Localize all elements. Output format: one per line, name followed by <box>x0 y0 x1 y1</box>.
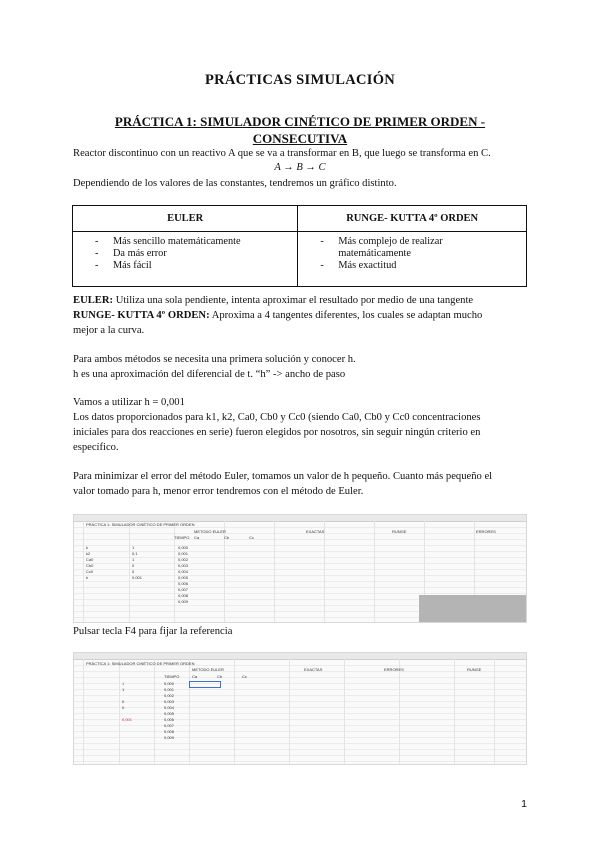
grid-line <box>344 659 345 764</box>
minimize-text-2: valor tomado para h, menor error tendremos con el método de Euler. <box>73 486 364 497</box>
grid-line <box>74 551 526 552</box>
f4-caption: Pulsar tecla F4 para fijar la referencia <box>73 626 233 637</box>
sheet-header: METODO EULER <box>194 529 226 534</box>
runge-kutta-description <box>73 310 482 321</box>
practice-title-line-1: PRÁCTICA 1: SIMULADOR CINÉTICO DE PRIMER ORDEN - <box>114 114 486 129</box>
runge-kutta-column-header: RUNGE- KUTTA 4º ORDEN <box>298 206 527 232</box>
data-text-2: iniciales para dos reacciones en serie) fueron elegidos por nosotros, sin seguir ningún criterio en <box>73 427 481 438</box>
data-text-3: específico. <box>73 442 119 453</box>
sheet-time-value: 0,007 <box>164 723 175 728</box>
data-text-1: Los datos proporcionados para k1, k2, Ca0, Cb0 y Cc0 (siendo Ca0, Cb0 y Cc0 concentraciones <box>73 412 481 423</box>
grid-line <box>189 659 190 764</box>
euler-feature-item: - Más fácil <box>73 260 297 272</box>
spreadsheet-screenshot-1 <box>73 514 527 623</box>
sheet-header: Ca <box>192 674 198 679</box>
grid-line <box>129 521 130 622</box>
grid-line <box>74 707 526 708</box>
sheet-time-value: 0,003 <box>164 699 175 704</box>
grid-line <box>74 725 526 726</box>
grid-line <box>289 659 290 764</box>
spreadsheet-screenshot-2 <box>73 652 527 765</box>
grid-line <box>74 539 526 540</box>
sheet-row-label: Cb0 <box>86 563 94 568</box>
sheet-param-value: 0,001 <box>122 717 133 722</box>
page-number: 1 <box>521 798 527 810</box>
euler-feature-item: - Da más error <box>73 248 297 260</box>
sheet-header: ERRORES <box>384 667 404 672</box>
grid-line <box>74 695 526 696</box>
grid-line <box>74 557 526 558</box>
sheet-row-label: k2 <box>86 551 91 556</box>
sheet-time-value: 0,003 <box>178 563 189 568</box>
sheet-title: PRÁCTICA 1: SIMULADOR CINÉTICO DE PRIMER ORDEN <box>86 661 195 666</box>
sheet-time-value: 0,001 <box>178 551 189 556</box>
sheet-header: Cb <box>217 674 223 679</box>
euler-label: EULER: <box>73 295 114 306</box>
h-value-text: Vamos a utilizar h = 0,001 <box>73 397 185 408</box>
grid-line <box>74 701 526 702</box>
sheet-time-value: 0,000 <box>178 545 189 550</box>
grid-line <box>83 659 84 764</box>
runge-kutta-feature-item: - Más exactitud <box>298 260 468 272</box>
intro-text: Reactor discontinuo con un reactivo A que se va a transformar en B, que luego se transforma en C. <box>73 148 491 159</box>
sheet-header: Cb <box>224 535 230 540</box>
sheet-row-label: h <box>86 575 89 580</box>
grid-line <box>74 761 526 762</box>
grid-line <box>74 587 526 588</box>
sheet-time-value: 0,009 <box>164 735 175 740</box>
gray-selection-block <box>419 595 526 622</box>
grid-line <box>74 533 526 534</box>
grid-line <box>74 737 526 738</box>
sheet-header: ERRORES <box>476 529 496 534</box>
grid-line <box>74 671 526 672</box>
sheet-param-value: 0,001 <box>132 575 143 580</box>
euler-description <box>73 295 473 306</box>
grid-line <box>324 521 325 622</box>
grid-line <box>74 593 526 594</box>
sheet-header: Ca <box>194 535 200 540</box>
reaction-formula: A → B → C <box>274 162 326 173</box>
sheet-param-value: 1 <box>122 687 125 692</box>
grid-line <box>74 719 526 720</box>
sheet-column-header <box>74 653 526 660</box>
grid-line <box>399 659 400 764</box>
sheet-time-value: 0,006 <box>164 717 175 722</box>
sheet-header: RUNGE <box>467 667 482 672</box>
runge-kutta-label: RUNGE- KUTTA 4º ORDEN: <box>73 310 210 321</box>
runge-kutta-description-cont: mejor a la curva. <box>73 325 145 336</box>
sheet-param-value: 0,1 <box>132 551 138 556</box>
grid-line <box>74 527 526 528</box>
sheet-time-value: 0,006 <box>178 581 189 586</box>
grid-line <box>74 749 526 750</box>
sheet-header: EXACTAS <box>306 529 325 534</box>
sheet-column-header <box>74 515 526 522</box>
grid-line <box>74 683 526 684</box>
grid-line <box>74 713 526 714</box>
sheet-row-label: k <box>86 545 88 550</box>
grid-line <box>74 581 526 582</box>
methods-text-2: h es una aproximación del diferencial de t. “h” -> ancho de paso <box>73 369 346 380</box>
sheet-time-value: 0,008 <box>164 729 175 734</box>
euler-feature-item: - Más sencillo matemáticamente <box>73 236 297 248</box>
page-title: PRÁCTICAS SIMULACIÓN <box>204 72 396 88</box>
sheet-time-value: 0,005 <box>178 575 189 580</box>
grid-line <box>274 521 275 622</box>
sheet-param-value: 1 <box>132 545 135 550</box>
sheet-time-value: 0,005 <box>164 711 175 716</box>
sheet-time-value: 0,001 <box>164 687 175 692</box>
runge-kutta-description-text: Aproxima a 4 tangentes diferentes, los cuales se adaptan mucho <box>211 310 483 321</box>
sheet-param-value: 1 <box>132 557 135 562</box>
sheet-time-value: 0,000 <box>164 681 175 686</box>
euler-column-header: EULER <box>73 206 298 232</box>
grid-line <box>374 521 375 622</box>
grid-line <box>154 659 155 764</box>
runge-kutta-feature-item: - Más complejo de realizar matemáticamente <box>298 236 468 260</box>
grid-line <box>83 521 84 622</box>
practice-title <box>110 113 490 147</box>
sheet-title: PRÁCTICA 1: SIMULADOR CINÉTICO DE PRIMER ORDEN <box>86 522 195 527</box>
sheet-param-value: 0 <box>122 699 125 704</box>
sheet-time-value: 0,002 <box>178 557 189 562</box>
grid-line <box>494 659 495 764</box>
grid-line <box>454 659 455 764</box>
grid-line <box>74 545 526 546</box>
sheet-param-value: 1 <box>122 681 125 686</box>
grid-line <box>74 677 526 678</box>
dependence-text: Dependiendo de los valores de las constantes, tendremos un gráfico distinto. <box>73 178 397 189</box>
sheet-header: TIEMPO <box>174 535 190 540</box>
grid-line <box>74 743 526 744</box>
sheet-time-value: 0,004 <box>178 569 189 574</box>
sheet-header: Cc <box>249 535 254 540</box>
sheet-row-label: Cc0 <box>86 569 94 574</box>
practice-title-line-2: CONSECUTIVA <box>252 131 348 146</box>
sheet-header: EXACTAS <box>304 667 323 672</box>
sheet-param-value: 0 <box>132 563 135 568</box>
euler-features <box>73 232 298 287</box>
sheet-row-label: Ca0 <box>86 557 94 562</box>
sheet-time-value: 0,007 <box>178 587 189 592</box>
grid-line <box>74 689 526 690</box>
sheet-param-value: 0 <box>122 705 125 710</box>
methods-text-1: Para ambos métodos se necesita una primera solución y conocer h. <box>73 354 356 365</box>
sheet-time-value: 0,004 <box>164 705 175 710</box>
comparison-table <box>72 205 527 287</box>
grid-line <box>74 569 526 570</box>
minimize-text-1: Para minimizar el error del método Euler, tomamos un valor de h pequeño. Cuanto más pequeño el <box>73 471 493 482</box>
grid-line <box>74 731 526 732</box>
selected-cell <box>189 681 221 688</box>
grid-line <box>234 659 235 764</box>
euler-description-text: Utiliza una sola pendiente, intenta aproximar el resultado por medio de una tangente <box>115 295 474 306</box>
sheet-time-value: 0,009 <box>178 599 189 604</box>
sheet-time-value: 0,002 <box>164 693 175 698</box>
grid-line <box>74 563 526 564</box>
grid-line <box>74 755 526 756</box>
sheet-time-value: 0,008 <box>178 593 189 598</box>
sheet-header: RUNGE <box>392 529 407 534</box>
runge-kutta-features <box>298 232 527 287</box>
sheet-header: TIEMPO <box>164 674 180 679</box>
sheet-param-value: 0 <box>132 569 135 574</box>
sheet-header: Cc <box>242 674 247 679</box>
sheet-header: METODO EULER <box>192 667 224 672</box>
grid-line <box>119 659 120 764</box>
